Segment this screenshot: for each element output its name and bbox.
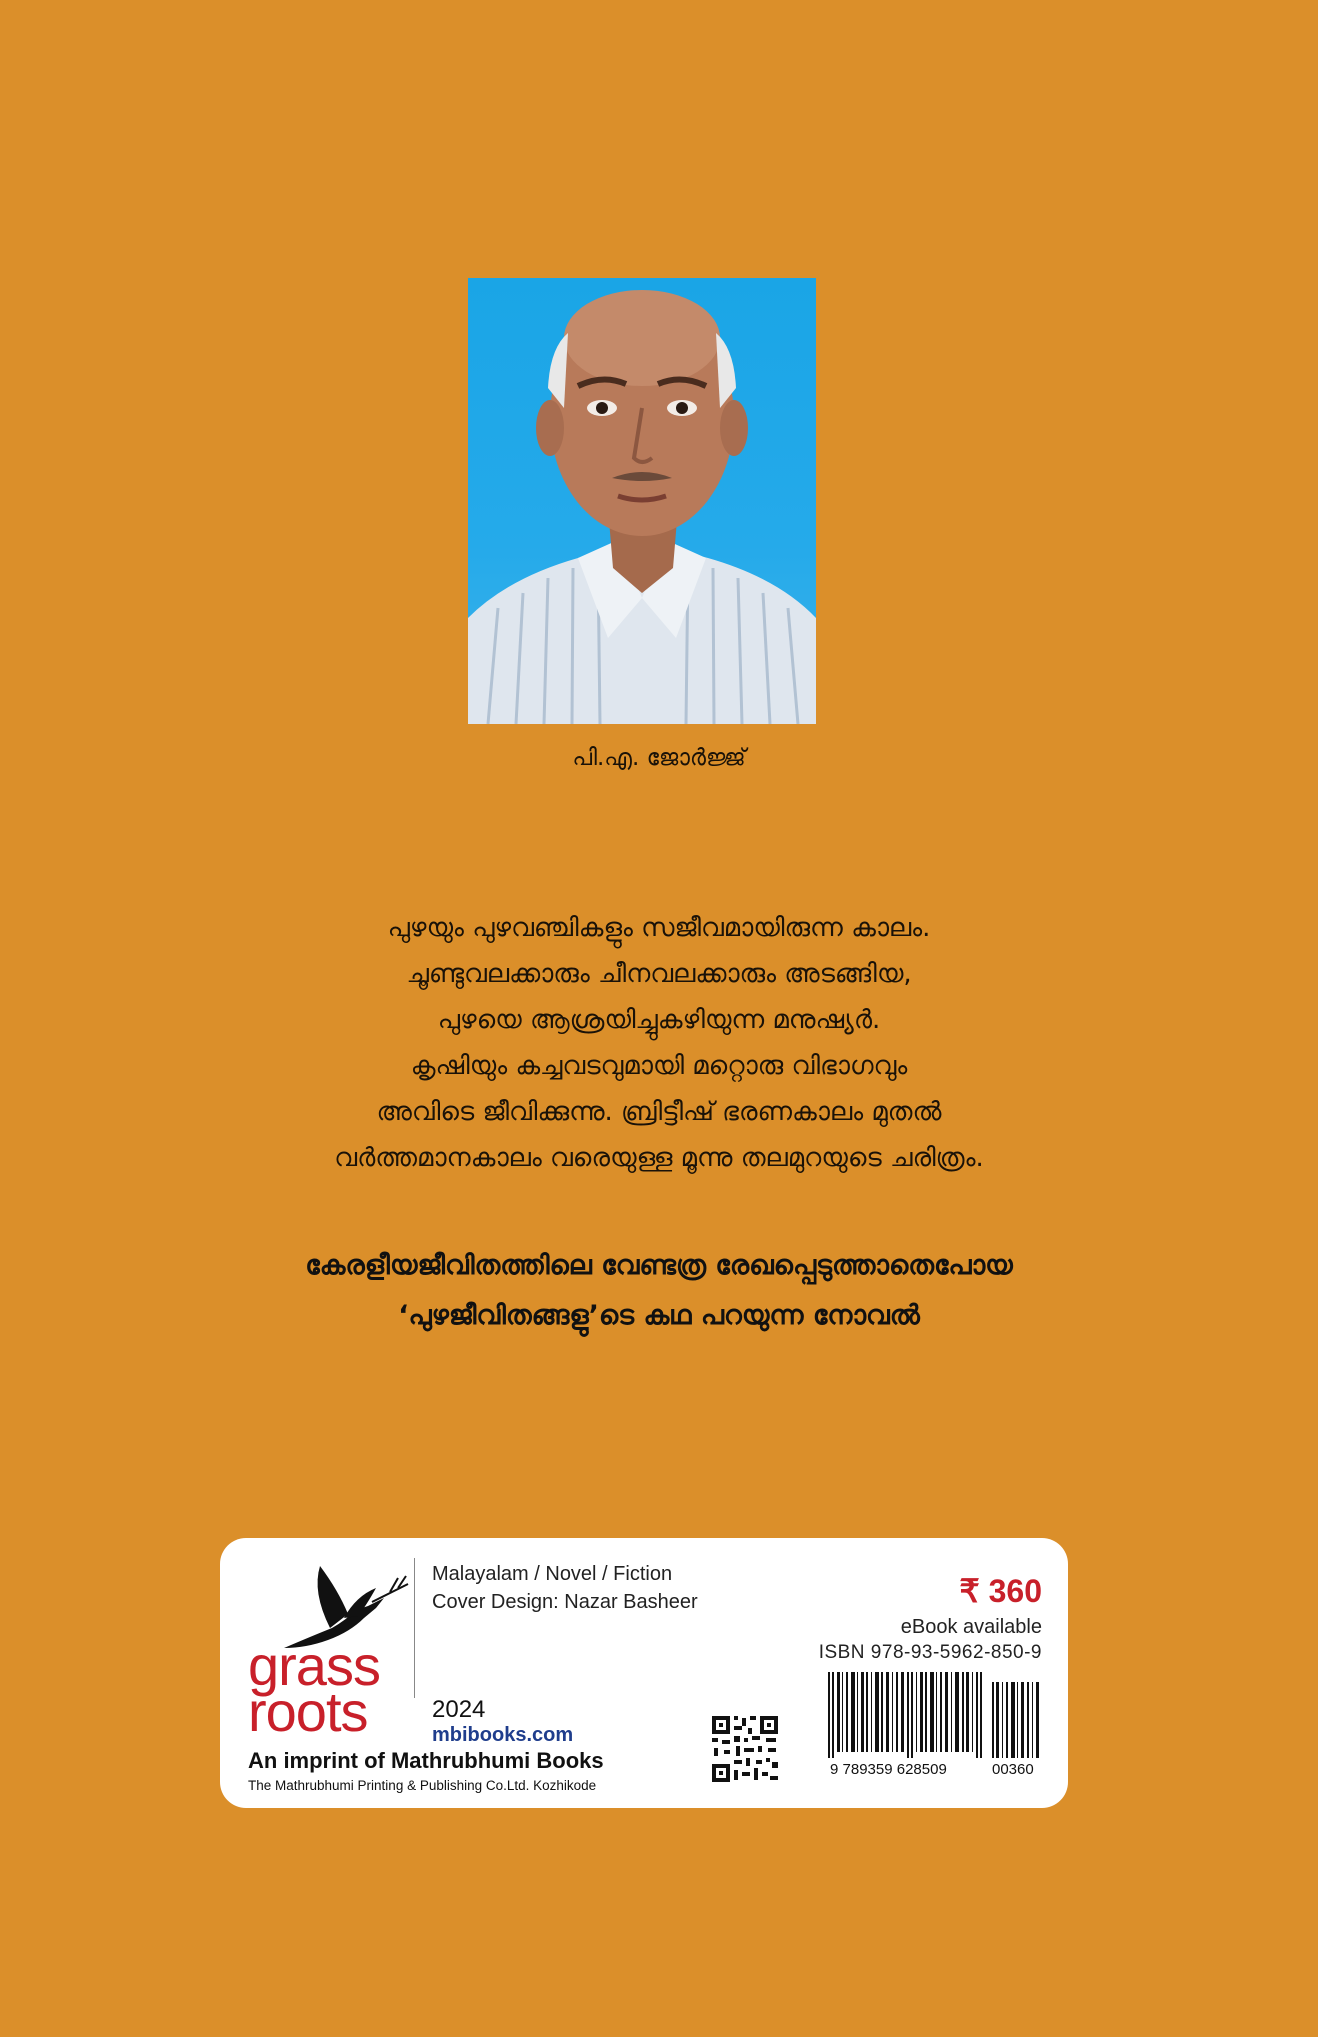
year-text: 2024: [432, 1696, 486, 1723]
blurb-line: കൃഷിയും കച്ചവടവുമായി മറ്റൊരു വിഭാഗവും: [410, 1051, 908, 1081]
cover-design-text: Cover Design: Nazar Basheer: [432, 1591, 698, 1613]
blurb-line: ചൂണ്ടുവലക്കാരും ചീനവലക്കാരും അടങ്ങിയ,: [406, 959, 912, 989]
logo-wordmark-roots: roots: [248, 1680, 368, 1743]
book-meta: [432, 1560, 698, 1616]
barcode-addon: 00360: [992, 1761, 1034, 1778]
author-photo: [468, 278, 816, 724]
printer-text: The Mathrubhumi Printing & Publishing Co.Ltd. Kozhikode: [248, 1778, 597, 1793]
ebook-text: eBook available: [900, 1616, 1042, 1638]
qr-code-icon: [710, 1714, 780, 1784]
tagline-line: ‘പുഴജീവിതങ്ങളു’ടെ കഥ പറയുന്ന നോവൽ: [398, 1300, 920, 1331]
logo-wordmark-grass: grass: [248, 1634, 380, 1697]
divider: [414, 1558, 415, 1698]
blurb-line: വർത്തമാനകാലം വരെയുള്ള മൂന്നു തലമുറയുടെ ചരിത്രം.: [334, 1143, 984, 1173]
publisher-panel: [220, 1538, 1068, 1808]
blurb-line: പുഴയെ ആശ്രയിച്ചുകഴിയുന്ന മനുഷ്യർ.: [437, 1005, 881, 1035]
blurb-line: പുഴയും പുഴവഞ്ചികളും സജീവമായിരുന്ന കാലം.: [387, 913, 931, 943]
price-text: ₹ 360: [959, 1573, 1042, 1609]
imprint-text: An imprint of Mathrubhumi Books: [248, 1748, 604, 1773]
barcode-number: 9 789359 628509: [830, 1761, 947, 1778]
tagline-line: കേരളീയജീവിതത്തിലെ വേണ്ടത്ര രേഖപ്പെടുത്താതെപോയ: [305, 1250, 1013, 1281]
blurb-text: [0, 905, 1318, 1181]
isbn-text: ISBN 978-93-5962-850-9: [818, 1642, 1042, 1663]
category-text: Malayalam / Novel / Fiction: [432, 1563, 673, 1585]
tagline: [0, 1241, 1318, 1341]
website-link[interactable]: mbibooks.com: [432, 1724, 574, 1746]
author-name: പി.എ. ജോർജ്ജ്: [572, 745, 746, 771]
barcode: [826, 1668, 1042, 1778]
blurb-line: അവിടെ ജീവിക്കുന്നു. ബ്രിട്ടീഷ് ഭരണകാലം മുതൽ: [376, 1097, 942, 1127]
